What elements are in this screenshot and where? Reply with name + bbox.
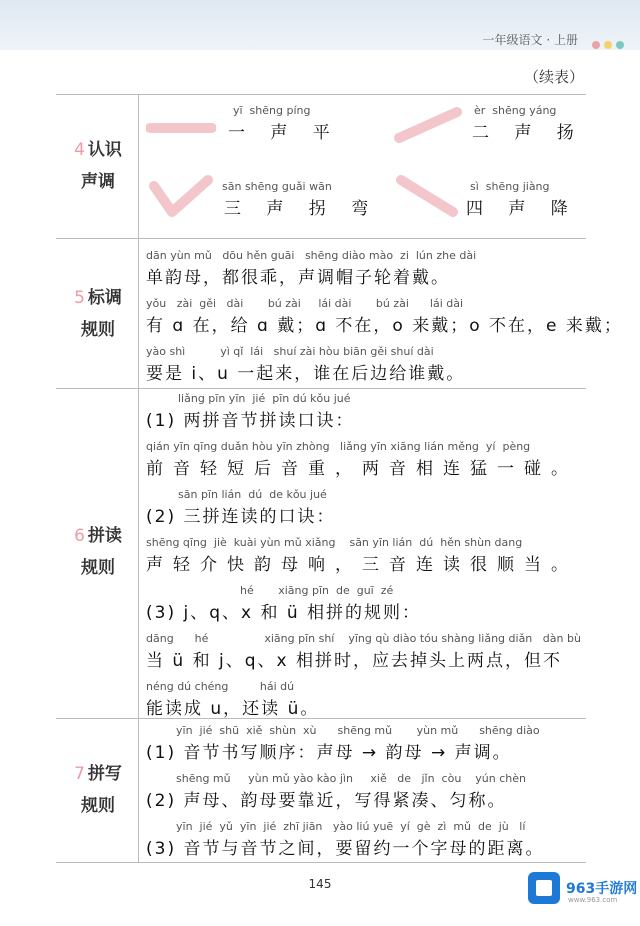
section-title-line2: 声调 [81, 172, 115, 192]
rule-5-line-3-pinyin: yào shì yì qǐ lái shuí zài hòu biān gěi shuí dài [146, 345, 434, 358]
header-dots [588, 34, 624, 53]
dot-teal [616, 41, 624, 49]
section-5-title [60, 282, 136, 346]
cube-logo-icon [528, 872, 560, 904]
tone-1-pinyin: yī shēng píng [233, 104, 311, 117]
section-number: 5 [74, 288, 85, 308]
rule-7-line-3-text: (3) 音节与音节之间，要留约一个字母的距离。 [146, 839, 545, 859]
tone-1-hanzi: 一 声 平 [228, 123, 340, 143]
dot-pink [592, 41, 600, 49]
section-title-line1: 拼读 [87, 526, 122, 546]
section-number: 7 [74, 764, 85, 784]
tone-4-hanzi: 四 声 降 [466, 199, 578, 219]
rule-6-line-1-pinyin: liǎng pīn yīn jié pīn dú kǒu jué [178, 392, 351, 405]
section-title-line2: 规则 [81, 320, 115, 340]
tone-4-stroke-icon [393, 172, 463, 222]
section-7-title [60, 758, 136, 822]
section-6-title [60, 520, 136, 584]
table-rule [56, 238, 586, 239]
rule-5-line-2-pinyin: yǒu zài gěi dài bú zài lái dài bú zài lái dài [146, 297, 464, 310]
rule-6-line-4-text: 声轻介快韵母响，三音连读很顺当。 [146, 555, 578, 575]
rule-6-line-2-pinyin: qián yīn qīng duǎn hòu yīn zhòng liǎng yīn xiāng lián měng yí pèng [146, 440, 531, 453]
dot-yellow [604, 41, 612, 49]
rule-5-line-3-text: 要是 i、u 一起来，谁在后边给谁戴。 [146, 364, 466, 384]
rule-6-line-6-text: 当 ü 和 j、q、x 相拼时，应去掉头上两点，但不 [146, 651, 562, 671]
rule-6-line-7-pinyin: néng dú chéng hái dú [146, 680, 295, 693]
rule-6-line-2-text: 前音轻短后音重，两音相连猛一碰。 [146, 459, 578, 479]
rule-7-line-1-text: (1) 音节书写顺序：声母 → 韵母 → 声调。 [146, 743, 512, 763]
section-title-line2: 规则 [81, 558, 115, 578]
rule-6-line-5-text: (3) j、q、x 和 ü 相拼的规则： [146, 603, 422, 623]
rule-6-line-1-text: (1) 两拼音节拼读口诀： [146, 411, 355, 431]
rule-7-line-2-pinyin: shēng mǔ yùn mǔ yào kào jìn xiě de jǐn còu yún chèn [176, 772, 526, 785]
section-title-line1: 拼写 [87, 764, 122, 784]
continued-label: （续表） [523, 68, 584, 86]
tone-1-stroke-icon [146, 112, 216, 142]
logo-name: 963手游网 [566, 881, 638, 897]
rule-6-line-3-text: (2) 三拼连读的口诀： [146, 507, 336, 527]
rule-6-line-3-pinyin: sān pīn lián dú de kǒu jué [178, 488, 327, 501]
book-title: 一年级语文 · 上册 [482, 33, 578, 47]
logo-url: www.963.com [568, 896, 618, 904]
tone-2-hanzi: 二 声 扬 [472, 123, 584, 143]
tone-4-pinyin: sì shēng jiàng [470, 180, 550, 193]
page-number: 145 [308, 877, 332, 891]
section-title-line1: 认识 [87, 140, 122, 160]
section-4-title [60, 134, 136, 198]
tone-2-stroke-icon [393, 104, 463, 146]
rule-5-line-2-text: 有 ɑ 在，给 ɑ 戴；ɑ 不在，o 来戴；o 不在，e 来戴； [146, 316, 623, 336]
tone-2-pinyin: èr shēng yáng [474, 104, 557, 117]
tone-3-stroke-icon [146, 172, 216, 222]
section-title-line2: 规则 [81, 796, 115, 816]
rule-5-line-1-text: 单韵母，都很乖，声调帽子轮着戴。 [146, 268, 450, 288]
table-rule-bottom [56, 862, 586, 863]
table-rule-top [56, 94, 586, 95]
section-number: 4 [74, 140, 85, 160]
tone-3-hanzi: 三 声 拐 弯 [224, 199, 379, 219]
rule-5-line-1-pinyin: dān yùn mǔ dōu hěn guāi shēng diào mào zi lún zhe dài [146, 249, 477, 262]
rule-7-line-2-text: (2) 声母、韵母要靠近，写得紧凑、匀称。 [146, 791, 507, 811]
rule-6-line-7-text: 能读成 u，还读 ü。 [146, 699, 320, 719]
tone-3-pinyin: sān shēng guǎi wān [222, 180, 332, 193]
rule-7-line-1-pinyin: yīn jié shū xiě shùn xù shēng mǔ yùn mǔ shēng diào [176, 724, 540, 737]
table-column-divider [138, 94, 139, 862]
rule-7-line-3-pinyin: yīn jié yǔ yīn jié zhī jiān yào liú yuē yí gè zì mǔ de jù lí [176, 820, 526, 833]
table-rule [56, 718, 586, 719]
section-number: 6 [74, 526, 85, 546]
rule-6-line-6-pinyin: dāng hé xiāng pīn shí yīng qù diào tóu shàng liǎng diǎn dàn bù [146, 632, 581, 645]
rule-6-line-4-pinyin: shēng qīng jiè kuài yùn mǔ xiǎng sān yīn lián dú hěn shùn dang [146, 536, 523, 549]
rule-6-line-5-pinyin: hé xiāng pīn de guī zé [240, 584, 394, 597]
table-rule [56, 388, 586, 389]
section-title-line1: 标调 [87, 288, 122, 308]
